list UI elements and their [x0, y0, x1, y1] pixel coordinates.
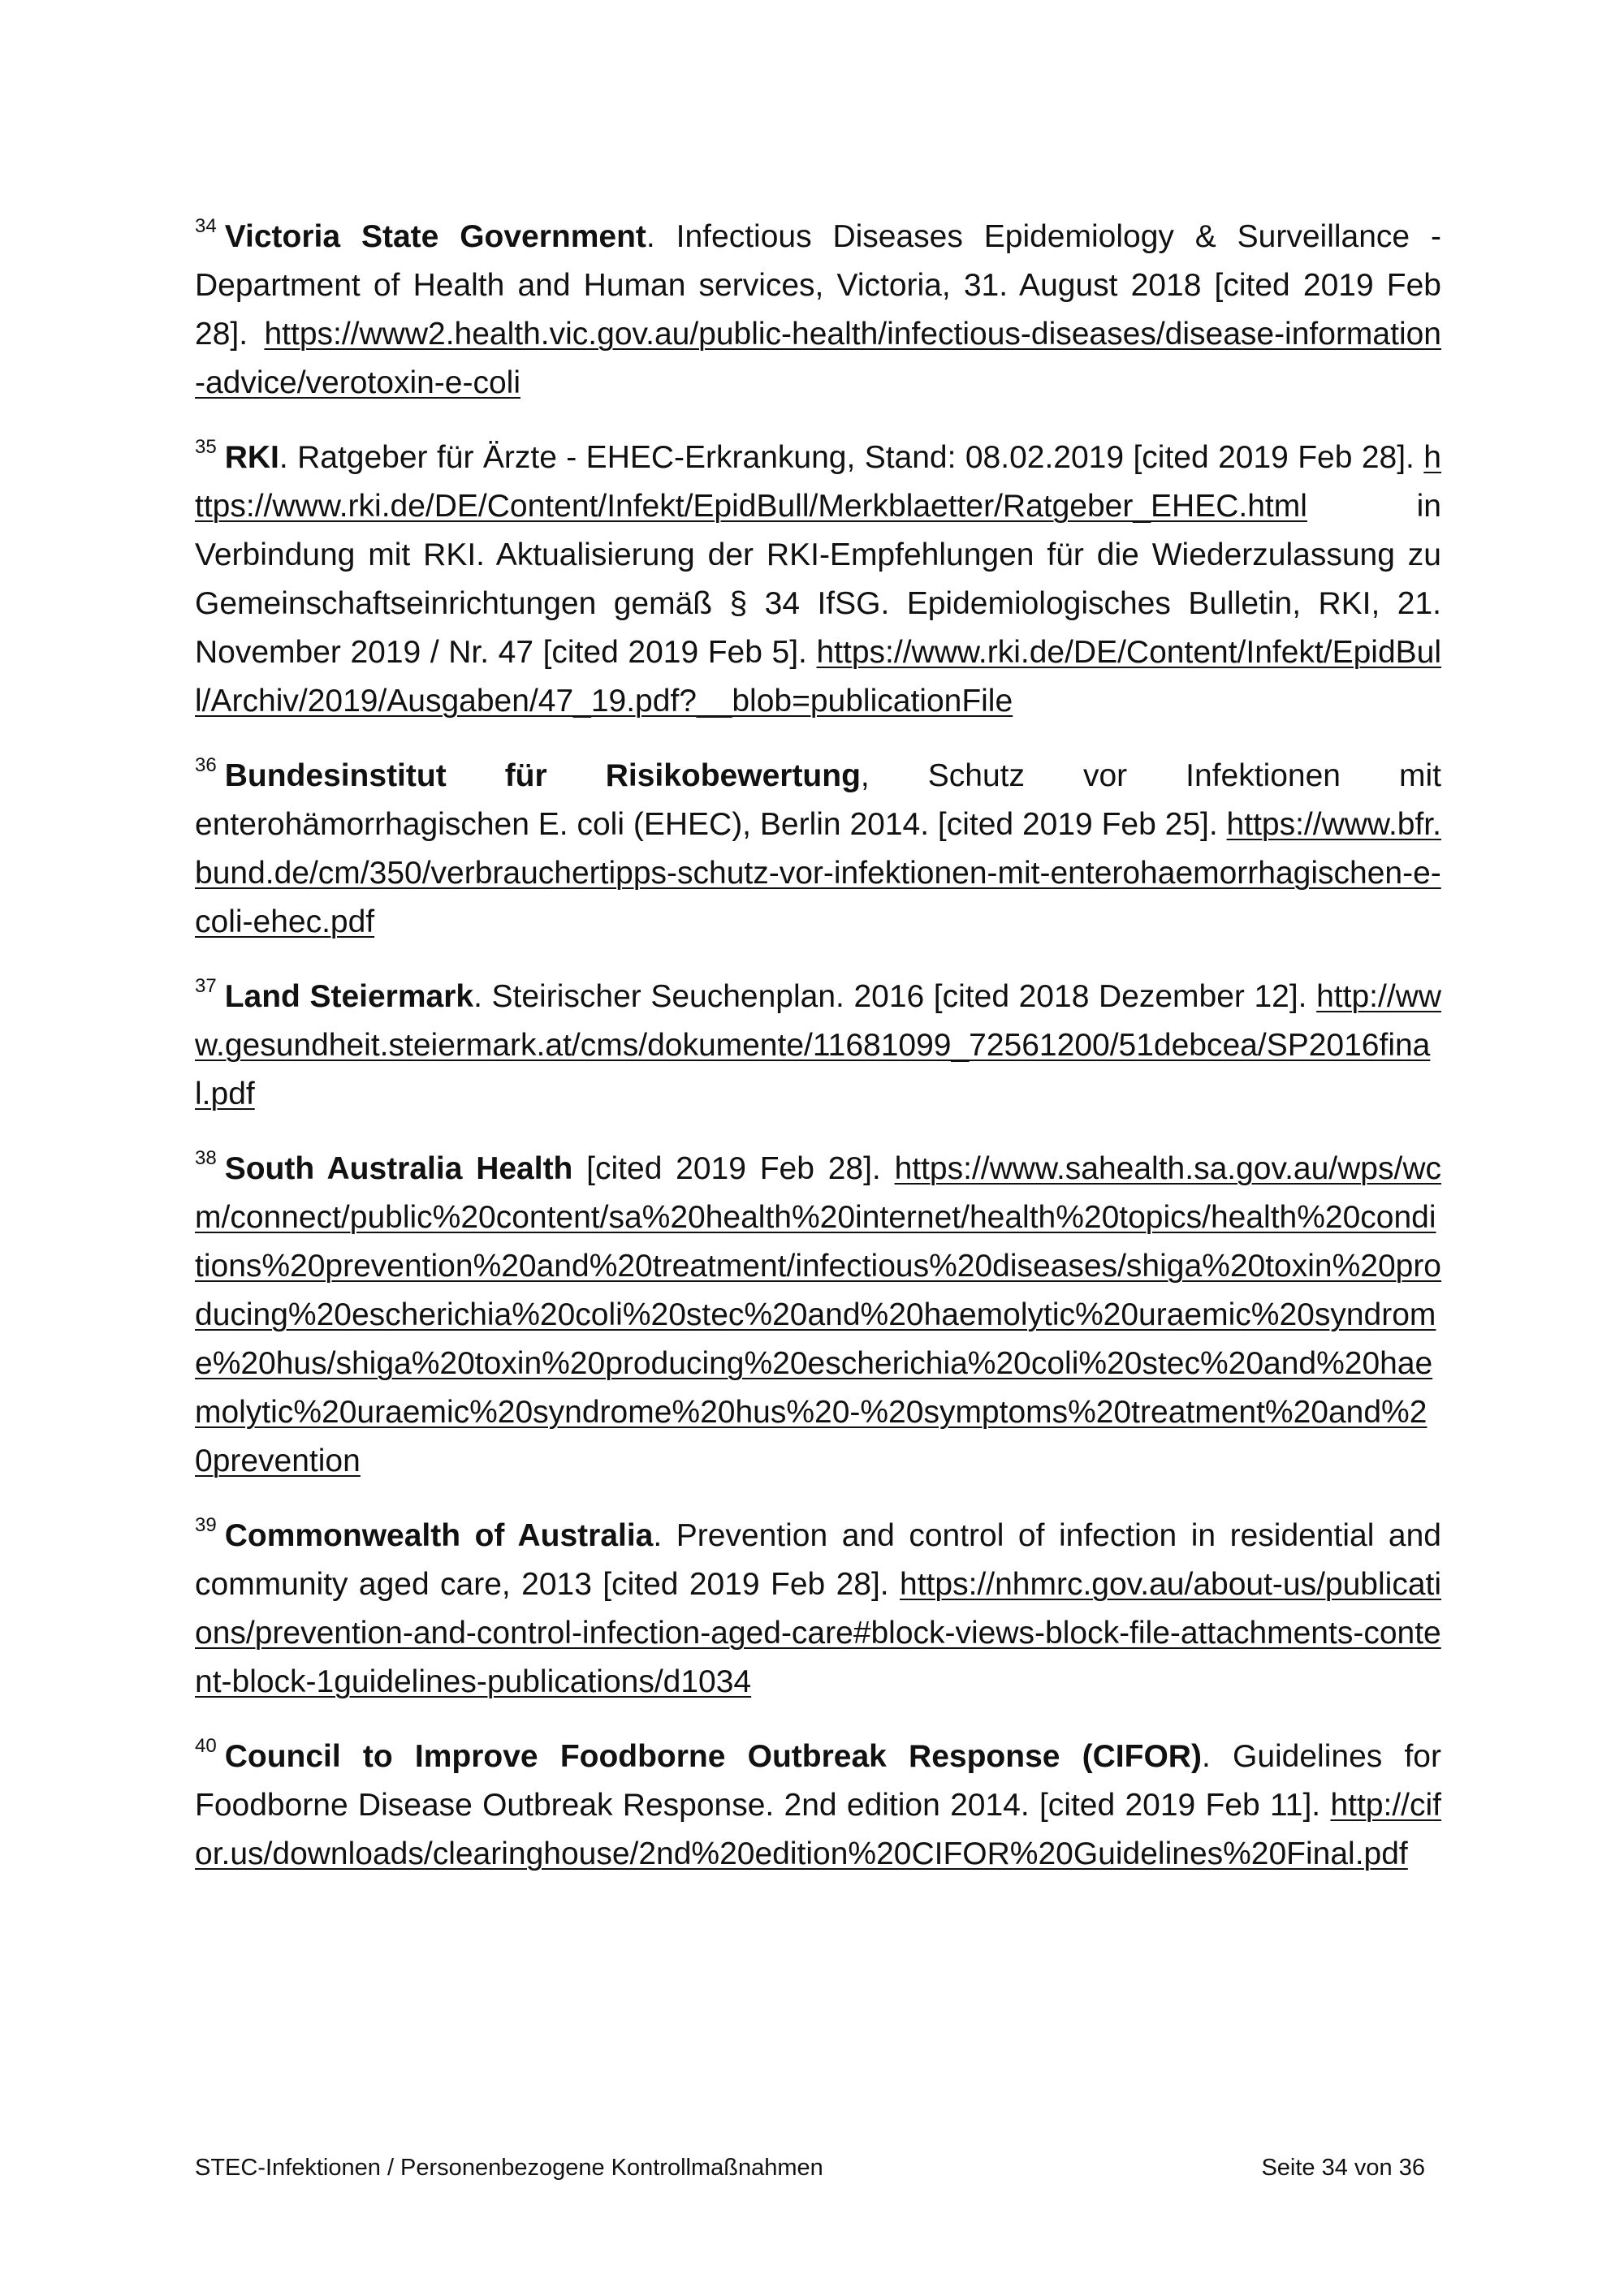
reference-38 — [195, 1145, 1441, 1486]
reference-text: . Ratgeber für Ärzte - EHEC-Erkrankung, Stand: 08.02.2019 [cited 2019 Feb 28]. — [279, 440, 1415, 475]
reference-link-secondary[interactable]: https://www.rki.de/DE/Content/Infekt/EpidBull/Archiv/2019/Ausgaben/47_19.pdf?__blob=publicationFile — [195, 635, 1442, 719]
footer-document-title: STEC-Infektionen / Personenbezogene Kontrollmaßnahmen — [195, 2155, 823, 2181]
reference-number: 40 — [195, 1735, 217, 1757]
reference-link[interactable]: http://cifor.us/downloads/clearinghouse/2nd%20edition%20CIFOR%20Guidelines%20Final.pdf — [195, 1788, 1442, 1871]
reference-text: . Prevention and control of infection in residential and community aged care, 2013 [cited 2019 Feb 28]. — [195, 1518, 1441, 1602]
reference-number: 37 — [195, 975, 217, 997]
reference-author: Council to Improve Foodborne Outbreak Response (CIFOR) — [224, 1739, 1202, 1774]
reference-link[interactable]: https://www.bfr.bund.de/cm/350/verbrauchertipps-schutz-vor-infektionen-mit-enterohaemorrhagischen-e-coli-ehec.pdf — [195, 807, 1441, 939]
page-footer — [195, 2155, 1425, 2182]
reference-39 — [195, 1512, 1441, 1707]
reference-text: [cited 2019 Feb 28]. — [572, 1151, 881, 1186]
footer-page-number: Seite 34 von 36 — [1261, 2155, 1425, 2181]
reference-author: Victoria State Government — [224, 219, 646, 254]
reference-author: Land Steiermark — [224, 979, 474, 1014]
reference-text: . Infectious Diseases Epidemiology & Surveillance - Department of Health and Human services, Victoria, 31. August 2018 [cited 2019 Feb 28]. — [195, 219, 1441, 352]
reference-number: 36 — [195, 754, 217, 776]
reference-34 — [195, 213, 1441, 408]
reference-number: 34 — [195, 215, 217, 237]
reference-text: . Guidelines for Foodborne Disease Outbreak Response. 2nd edition 2014. [cited 2019 Feb 11]. — [195, 1739, 1441, 1823]
references-list — [195, 213, 1441, 1905]
reference-text: . Steirischer Seuchenplan. 2016 [cited 2018 Dezember 12]. — [473, 979, 1307, 1014]
reference-40 — [195, 1733, 1441, 1879]
reference-number: 39 — [195, 1514, 217, 1536]
reference-link[interactable]: http://www.gesundheit.steiermark.at/cms/dokumente/11681099_72561200/51debcea/SP2016final.pdf — [195, 979, 1441, 1111]
reference-link[interactable]: https://www.rki.de/DE/Content/Infekt/EpidBull/Merkblaetter/Ratgeber_EHEC.html — [195, 440, 1441, 524]
reference-36 — [195, 752, 1441, 947]
reference-link[interactable]: https://nhmrc.gov.au/about-us/publications/prevention-and-control-infection-aged-care#block-views-block-file-attachments-content-block-1guidelines-publications/d1034 — [195, 1567, 1442, 1699]
reference-text: , Schutz vor Infektionen mit enterohämorrhagischen E. coli (EHEC), Berlin 2014. [cited 2019 Feb 25]. — [195, 758, 1441, 842]
reference-37 — [195, 973, 1441, 1119]
reference-link[interactable]: https://www2.health.vic.gov.au/public-health/infectious-diseases/disease-information-advice/verotoxin-e-coli — [195, 317, 1441, 400]
reference-link[interactable]: https://www.sahealth.sa.gov.au/wps/wcm/connect/public%20content/sa%20health%20internet/health%20topics/health%20conditions%20prevention%20and%20treatment/infectious%20diseases/shiga%20toxin%20producing%20escherichia%20coli%20stec%20and%20haemolytic%20uraemic%20syndrome%20hus/shiga%20toxin%20producing%20escherichia%20coli%20stec%20and%20haemolytic%20uraemic%20syndrome%20hus%20-%20symptoms%20treatment%20and%20prevention — [195, 1151, 1441, 1478]
reference-author: Commonwealth of Australia — [224, 1518, 654, 1553]
reference-number: 35 — [195, 436, 217, 458]
reference-text-continued: in Verbindung mit RKI. Aktualisierung der RKI-Empfehlungen für die Wiederzulassung zu Gemeinschaftseinrichtungen gemäß § 34 IfSG. Epidemiologisches Bulletin, RKI, 21. November 2019 / Nr. 47 [cited 2019 Feb 5]. — [195, 489, 1441, 670]
reference-author: RKI — [224, 440, 279, 475]
reference-number: 38 — [195, 1147, 217, 1169]
reference-author: Bundesinstitut für Risikobewertung — [224, 758, 861, 793]
reference-35 — [195, 434, 1441, 726]
reference-author: South Australia Health — [224, 1151, 573, 1186]
